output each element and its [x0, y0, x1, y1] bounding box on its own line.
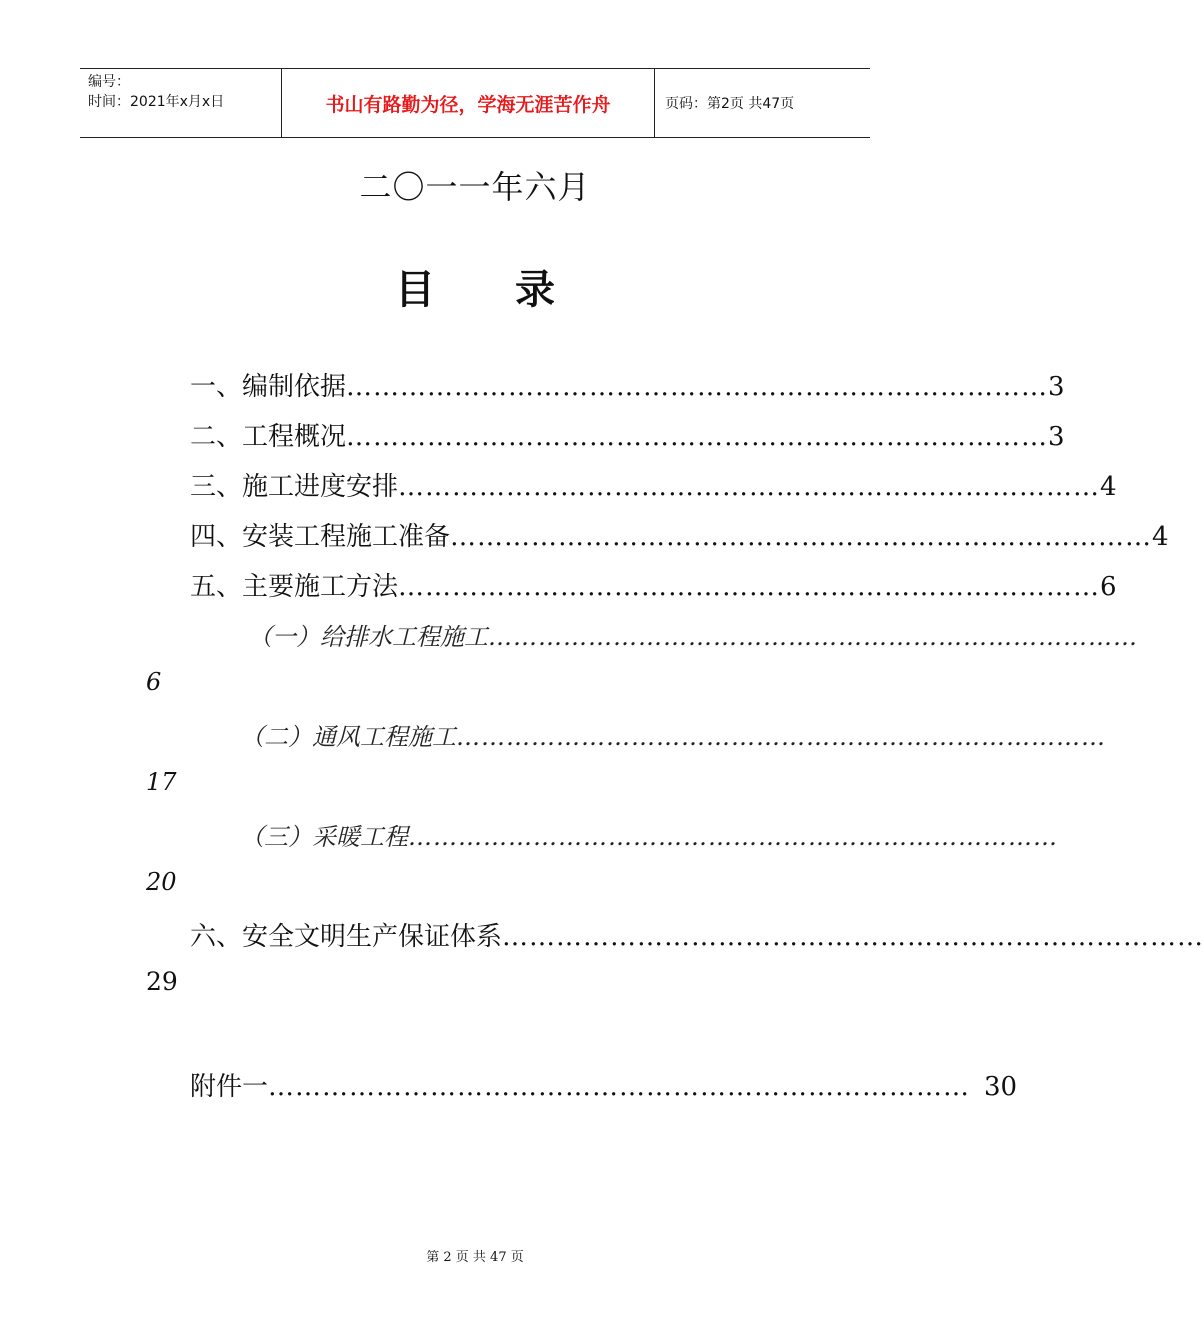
toc-leader: …………………………………………………………………… — [398, 572, 1101, 602]
toc-entry[interactable] — [190, 516, 1169, 553]
toc-entry[interactable] — [190, 366, 1065, 403]
toc-entry[interactable] — [190, 466, 1117, 503]
toc-entry-title: （二）通风工程施工 — [240, 723, 456, 751]
toc-entry-page: 6 — [1100, 572, 1117, 602]
time-label: 时间：2021年x月x日 — [88, 94, 225, 110]
date-title: 二〇一一年六月 — [359, 168, 591, 206]
toc-entry-page: 3 — [1048, 372, 1065, 402]
toc-leader: …………………………………………………………………… — [398, 472, 1101, 502]
toc-entry-title: 五、主要施工方法 — [190, 572, 399, 602]
toc-leader: …………………………………………………………………… — [268, 1072, 971, 1102]
toc-leader: …………………………………………………………………… — [346, 422, 1049, 452]
toc-subentry[interactable] — [240, 817, 1058, 852]
toc-entry-title: 一、编制依据 — [190, 372, 347, 402]
toc-entry-page: 6 — [146, 668, 162, 696]
number-label: 编号： — [88, 74, 130, 90]
toc-entry-page: 29 — [146, 967, 178, 996]
toc-title: 目录 — [395, 266, 635, 313]
toc-entry-title: （一）给排水工程施工 — [248, 623, 488, 651]
toc-entry-title: 二、工程概况 — [190, 422, 347, 452]
toc-leader: …………………………………………………………………… — [408, 823, 1058, 851]
toc-subentry[interactable] — [248, 617, 1138, 652]
page-footer: 第 2 页 共 47 页 — [426, 1250, 524, 1265]
toc-entry-page: 3 — [1048, 422, 1065, 452]
toc-entry[interactable] — [190, 416, 1065, 453]
toc-entry-title: 六、安全文明生产保证体系 — [190, 922, 503, 952]
toc-entry-page: 30 — [984, 1072, 1018, 1102]
toc-entry-page: 4 — [1100, 472, 1117, 502]
toc-leader: …………………………………………………………………… — [456, 723, 1106, 751]
toc-leader: …………………………………………………………………… — [450, 522, 1153, 552]
toc-entry-title: 附件一 — [190, 1072, 269, 1102]
toc-entry[interactable] — [190, 916, 1204, 953]
toc-leader: …………………………………………………………………… — [502, 922, 1204, 952]
header-meta — [80, 69, 282, 137]
toc-leader: …………………………………………………………………… — [488, 623, 1138, 651]
toc-entry-page: 17 — [146, 768, 177, 796]
toc-subentry[interactable] — [240, 717, 1106, 752]
header-page-info: 页码：第2页 共47页 — [665, 96, 795, 112]
toc-entry[interactable] — [190, 1066, 1018, 1103]
toc-leader: …………………………………………………………………… — [346, 372, 1049, 402]
header-motto: 书山有路勤为径，学海无涯苦作舟 — [282, 69, 655, 137]
toc-entry-title: 三、施工进度安排 — [190, 472, 399, 502]
toc-entry-page: 20 — [146, 868, 177, 896]
toc-entry-title: （三）采暖工程 — [240, 823, 408, 851]
toc-entry-page: 4 — [1152, 522, 1169, 552]
toc-entry-title: 四、安装工程施工准备 — [190, 522, 451, 552]
page-header — [80, 68, 870, 138]
toc-entry[interactable] — [190, 566, 1117, 603]
